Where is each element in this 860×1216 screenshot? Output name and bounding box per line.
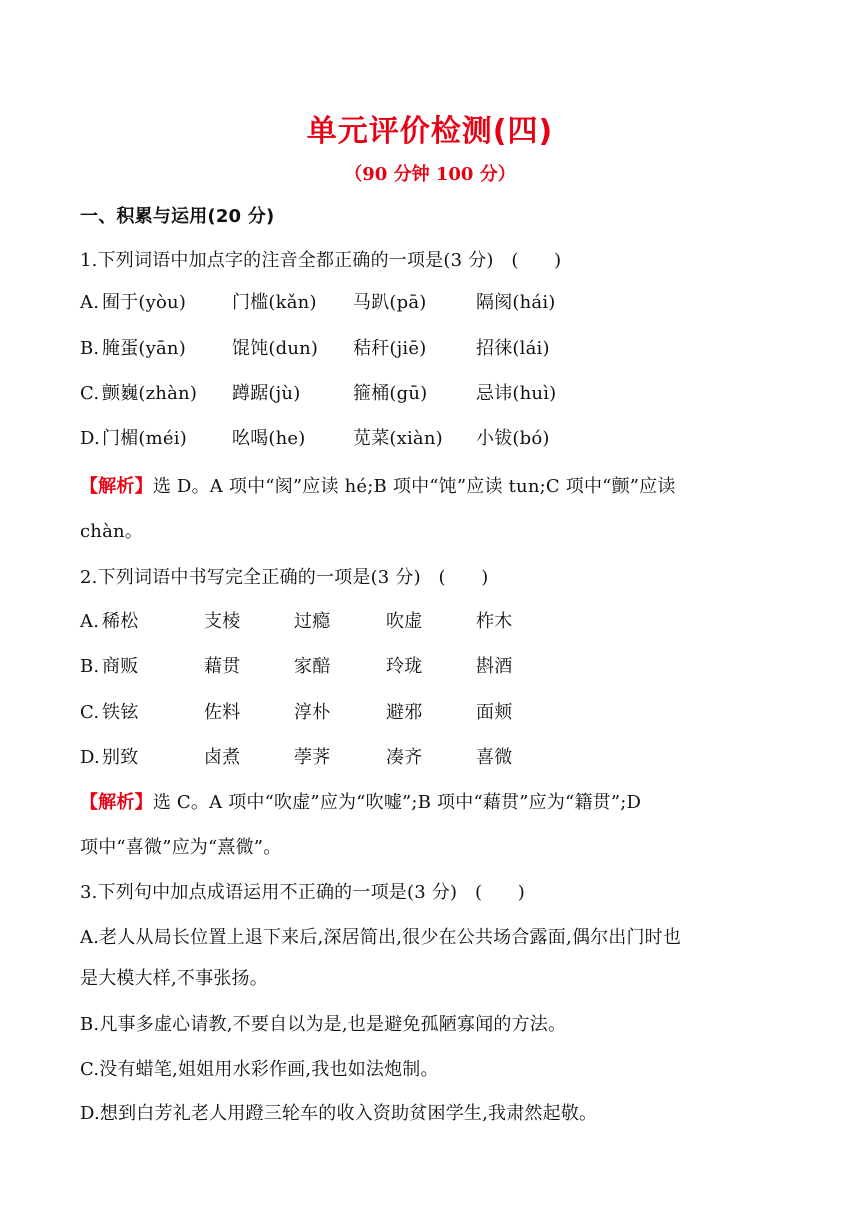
page-title: 单元评价检测(四) bbox=[306, 114, 554, 149]
q1-option-b: B. 腌蛋(yān) 馄饨(dun) 秸秆(jiē) 招徕(lái) bbox=[80, 338, 550, 359]
analysis-tag: 【解析】 bbox=[80, 792, 153, 813]
q3-option-a: A.老人从局长位置上退下来后,深居简出,很少在公共场合露面,偶尔出门时也 bbox=[80, 927, 682, 948]
q1-option-c: C. 颤巍(zhàn) 蹲踞(jù) 箍桶(gū) 忌讳(huì) bbox=[80, 383, 557, 404]
q1-option-d: D. 门楣(méi) 吆喝(he) 苋菜(xiàn) 小钹(bó) bbox=[80, 428, 550, 449]
q1-option-a: A. 囿于(yòu) 门槛(kǎn) 马趴(pā) 隔阂(hái) bbox=[80, 292, 556, 313]
q3-option-d: D.想到白芳礼老人用蹬三轮车的收入资助贫困学生,我肃然起敬。 bbox=[80, 1103, 598, 1124]
q1-analysis: 【解析】选 D。A 项中“阂”应读 hé;B 项中“饨”应读 tun;C 项中“颤”应读 bbox=[80, 476, 676, 497]
q1-analysis-continued: chàn。 bbox=[80, 521, 143, 542]
q2-analysis: 【解析】选 C。A 项中“吹虚”应为“吹嘘”;B 项中“藉贯”应为“籍贯”;D bbox=[80, 792, 642, 813]
section-heading: 一、积累与运用(20 分) bbox=[80, 206, 275, 227]
question-2-stem: 2.下列词语中书写完全正确的一项是(3 分) ( ) bbox=[80, 567, 489, 588]
q3-option-c: C.没有蜡笔,姐姐用水彩作画,我也如法炮制。 bbox=[80, 1059, 439, 1080]
q2-option-d: D. 别致 卤煮 荸荠 凑齐 喜微 bbox=[80, 747, 513, 768]
q2-option-b: B. 商贩 藉贯 家醅 玲珑 斟酒 bbox=[80, 656, 513, 677]
q2-option-c: C. 铁铉 佐料 淳朴 避邪 面颊 bbox=[80, 702, 513, 723]
q3-option-a-continued: 是大模大样,不事张扬。 bbox=[80, 968, 268, 989]
q3-option-b: B.凡事多虚心请教,不要自以为是,也是避免孤陋寡闻的方法。 bbox=[80, 1014, 567, 1035]
analysis-tag: 【解析】 bbox=[80, 476, 153, 497]
question-1-stem: 1.下列词语中加点字的注音全都正确的一项是(3 分) ( ) bbox=[80, 250, 562, 271]
q2-analysis-continued: 项中“喜微”应为“熹微”。 bbox=[80, 837, 282, 858]
page-subtitle: （90 分钟 100 分） bbox=[344, 164, 516, 185]
q2-option-a: A. 稀松 支棱 过瘾 吹虚 柞木 bbox=[80, 611, 513, 632]
question-3-stem: 3.下列句中加点成语运用不正确的一项是(3 分) ( ) bbox=[80, 882, 525, 903]
